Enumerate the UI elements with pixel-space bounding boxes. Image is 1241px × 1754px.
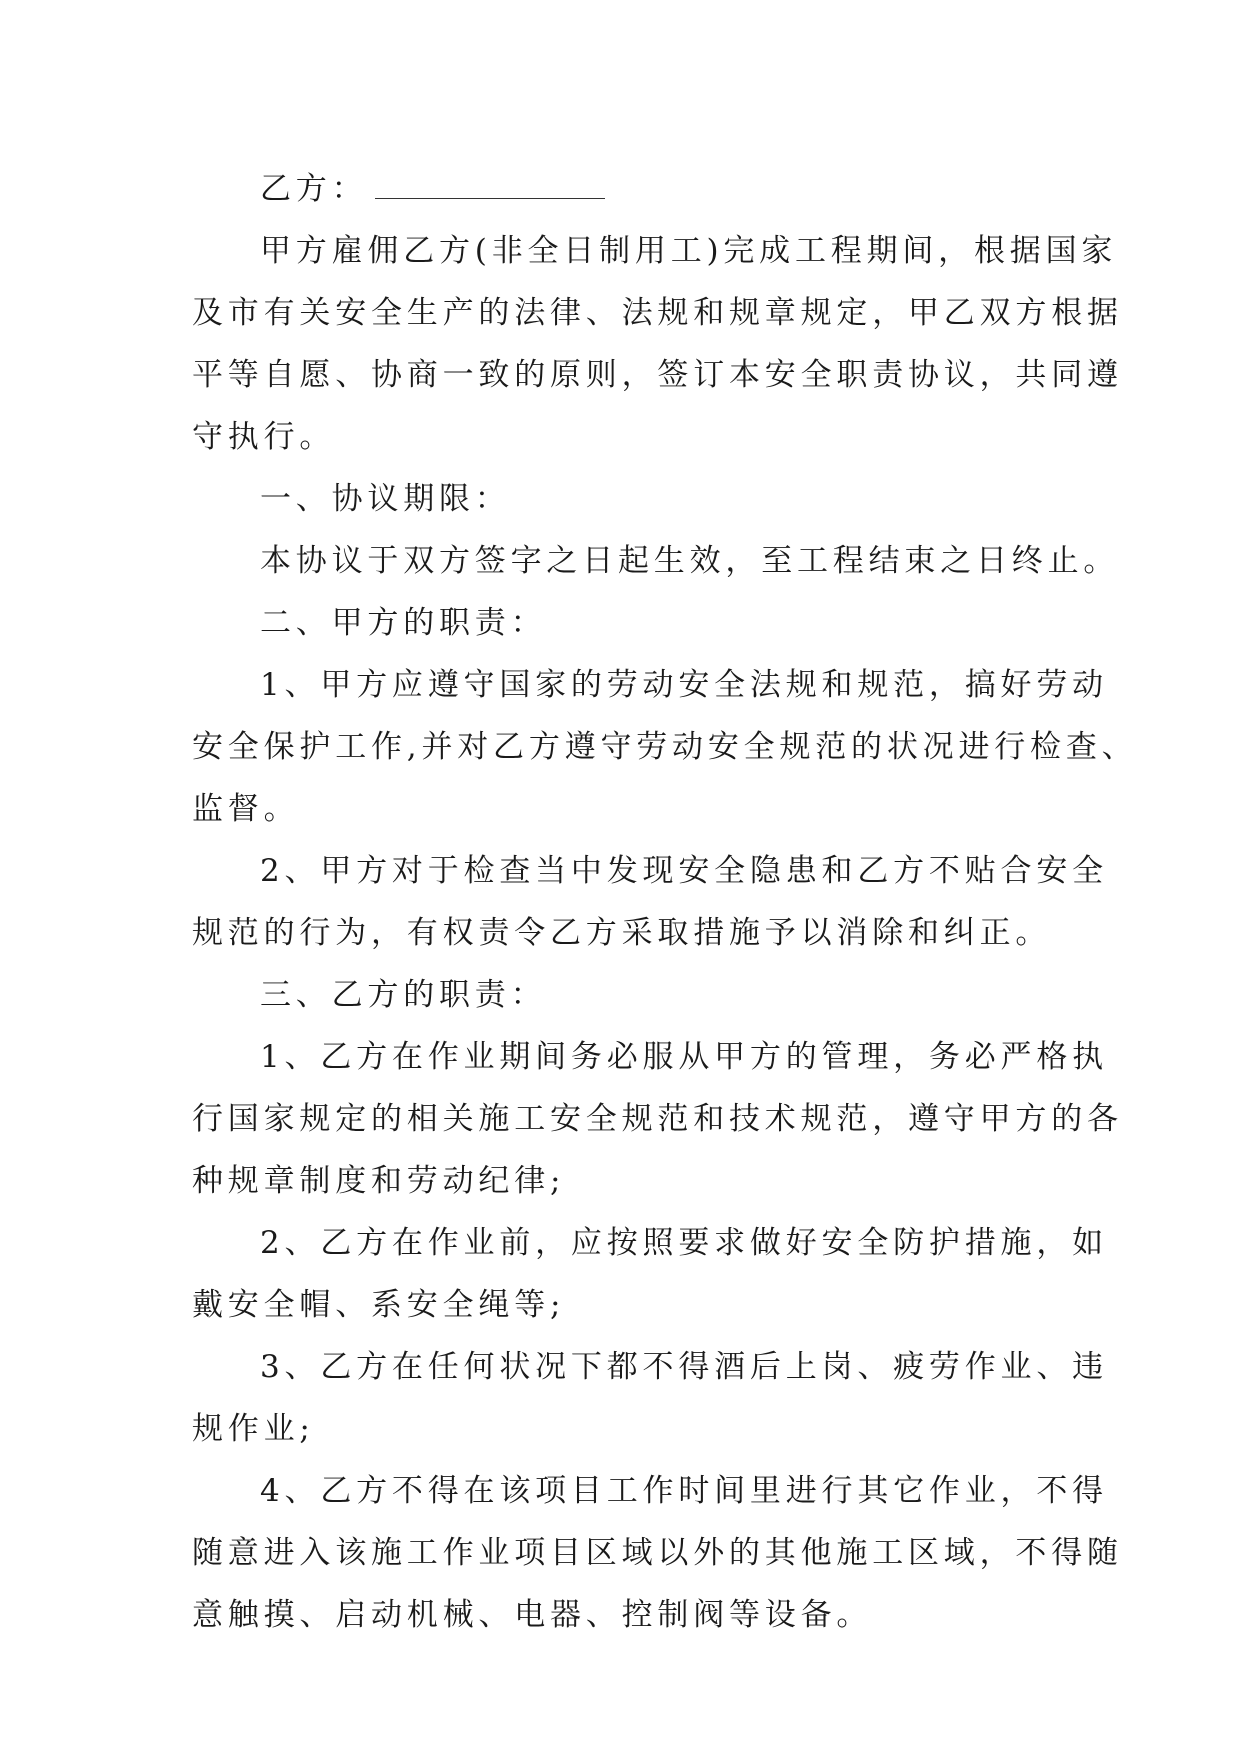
paragraph-line: 4、乙方不得在该项目工作时间里进行其它作业，不得 [260, 1473, 1108, 1509]
paragraph-line: 行国家规定的相关施工安全规范和技术规范，遵守甲方的各 [192, 1101, 1123, 1137]
party-b-label: 乙方： [260, 171, 368, 207]
paragraph-line: 安全保护工作,并对乙方遵守劳动安全规范的状况进行检查、 [192, 729, 1138, 765]
paragraph-line: 2、乙方在作业前，应按照要求做好安全防护措施，如 [260, 1225, 1108, 1261]
paragraph-line: 及市有关安全生产的法律、法规和规章规定，甲乙双方根据 [192, 295, 1123, 331]
paragraph-line: 监督。 [192, 791, 300, 827]
paragraph-line: 戴安全帽、系安全绳等; [192, 1287, 566, 1323]
party-b-blank [375, 172, 605, 199]
section-heading: 三、乙方的职责： [260, 977, 547, 1013]
paragraph-line: 2、甲方对于检查当中发现安全隐患和乙方不贴合安全 [260, 853, 1108, 889]
paragraph-line: 平等自愿、协商一致的原则，签订本安全职责协议，共同遵 [192, 357, 1123, 393]
paragraph-line: 规作业; [192, 1411, 315, 1447]
paragraph-line: 随意进入该施工作业项目区域以外的其他施工区域，不得随 [192, 1535, 1123, 1571]
paragraph-line: 1、乙方在作业期间务必服从甲方的管理，务必严格执 [260, 1039, 1108, 1075]
party-b-line [192, 158, 1062, 220]
paragraph-line: 意触摸、启动机械、电器、控制阀等设备。 [192, 1597, 873, 1633]
paragraph-line: 守执行。 [192, 419, 336, 455]
section-heading: 二、甲方的职责： [260, 605, 547, 641]
paragraph-line: 种规章制度和劳动纪律; [192, 1163, 566, 1199]
paragraph-line: 1、甲方应遵守国家的劳动安全法规和规范，搞好劳动 [260, 667, 1108, 703]
paragraph-line: 规范的行为，有权责令乙方采取措施予以消除和纠正。 [192, 915, 1052, 951]
paragraph-line: 本协议于双方签字之日起生效，至工程结束之日终止。 [260, 543, 1120, 579]
paragraph-line: 甲方雇佣乙方(非全日制用工)完成工程期间，根据国家 [260, 233, 1118, 269]
paragraph-line: 3、乙方在任何状况下都不得酒后上岗、疲劳作业、违 [260, 1349, 1108, 1385]
document-body [192, 158, 1138, 1646]
section-heading: 一、协议期限： [260, 481, 511, 517]
